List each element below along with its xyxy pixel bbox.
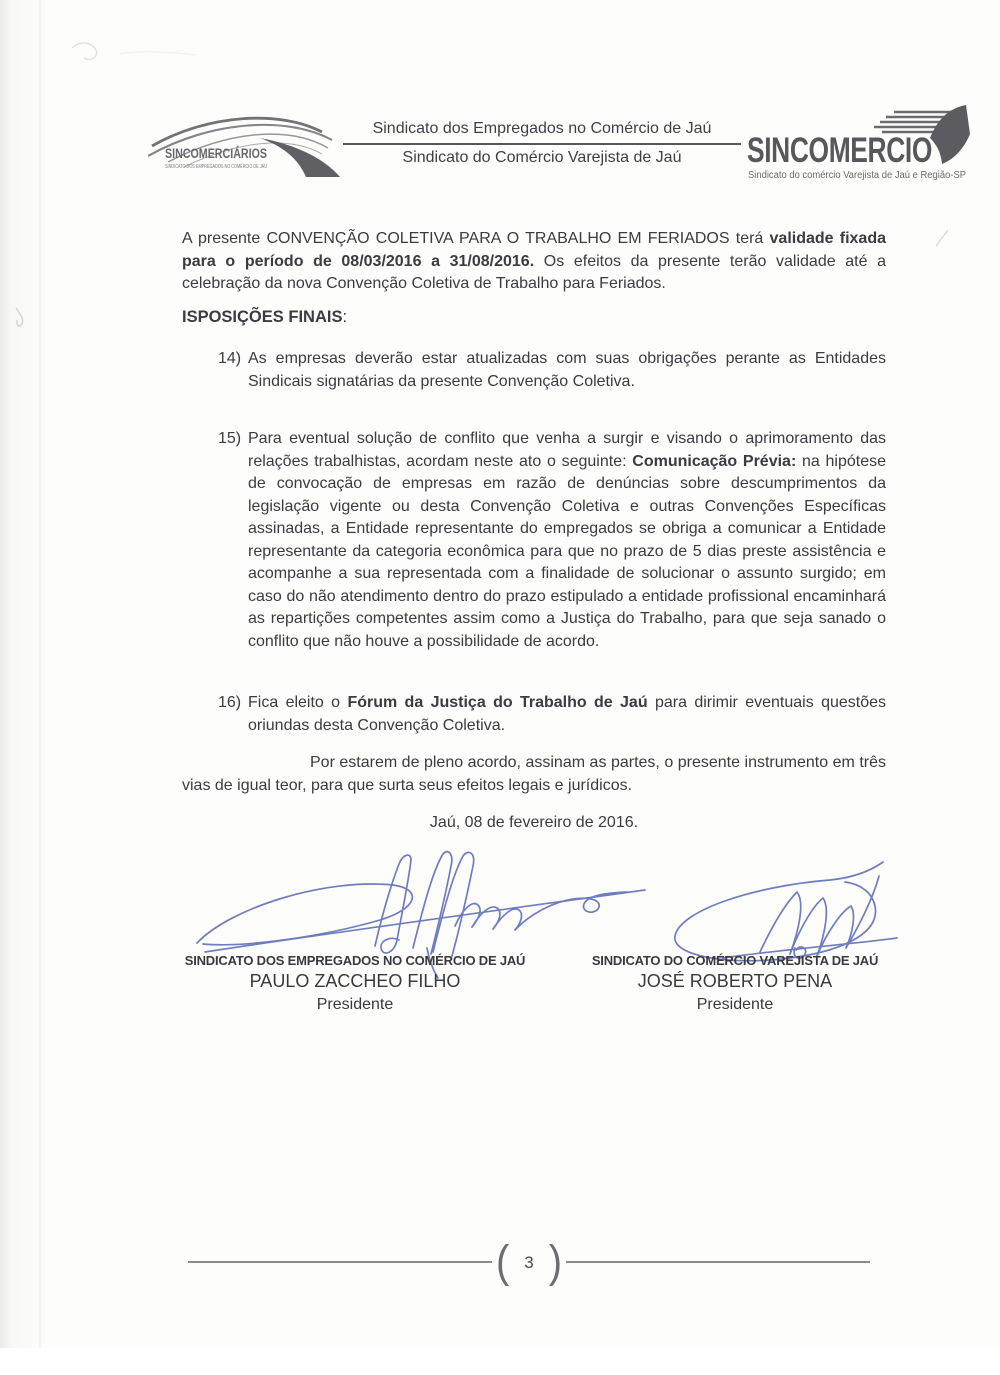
intro-paragraph [182, 228, 886, 296]
header-entity-1: Sindicato dos Empregados no Comércio de Jaú [372, 120, 712, 137]
item-run-bold: Comunicação Prévia: [632, 452, 797, 470]
item-number: 16) [218, 694, 242, 711]
section-heading [182, 308, 347, 327]
logo-flag-figure [930, 105, 970, 164]
left-logo-subtitle: SINDICATO DOS EMPREGADOS NO COMÉRCIO DE JAU [165, 164, 299, 170]
closing-paragraph: Por estarem de pleno acordo, assinam as partes, o presente instrumento em três vias de igual teor, para que surta seus efeitos legais e jurídicos. [182, 754, 886, 794]
footer-rule-left [188, 1261, 492, 1263]
date-line: Jaú, 08 de fevereiro de 2016. [429, 814, 639, 831]
scan-bottom-band [0, 1348, 1000, 1375]
footer-rule-right [566, 1261, 870, 1263]
section-heading-colon: : [342, 308, 348, 326]
signature-entity: SINDICATO DO COMÉRCIO VAREJISTA DE JAÚ [591, 953, 879, 968]
sincomercio-logo [742, 104, 972, 186]
item-text [248, 692, 886, 737]
list-item-14 [218, 348, 886, 393]
header-center [340, 120, 744, 167]
item-run: na hipótese de convocação de empresas em razão de denúncias sobre descumprimentos da legislação vigente ou desta Convenção Coletiva e outras Convenções Específicas assinadas, a Entidade representante do empregados se obriga a comunicar a Entidade representante da categoria econômica para que no prazo de 5 dias preste assistência e acompanhe a sua representada com a finalidade de solucionar o assunto surgido; em caso do não atendimento dentro do prazo estipulado a entidade profissional encaminhará as repartições competentes assim como a Justiça do Trabalho, para que seja sanado o conflito que não houve a possibilidade de acordo. [248, 452, 887, 650]
header-divider-line [343, 143, 741, 145]
page-number: 3 [524, 1253, 534, 1272]
header-entity-2: Sindicato do Comércio Varejista de Jaú [402, 149, 682, 166]
intro-run-bold: validade fixada para o período de 08/03/2016 a 31/08/2016. [182, 230, 887, 270]
item-run: para dirimir eventuais questões oriundas desta Convenção Coletiva. [248, 694, 887, 734]
item-number: 15) [218, 430, 242, 447]
item-text [248, 428, 886, 653]
item-run: As empresas deverão estar atualizadas com suas obrigações perante as Entidades Sindicais signatárias da presente Convenção Coletiva. [248, 350, 886, 390]
signature-name: JOSÉ ROBERTO PENA [637, 971, 833, 991]
logo-sail-shape [260, 138, 340, 177]
page-number-wrap [495, 1237, 563, 1287]
list-item-15 [218, 428, 886, 653]
intro-run-1: A presente CONVENÇÃO COLETIVA PARA O TRABALHO EM FERIADOS terá [182, 230, 770, 247]
item-run: Fica eleito o [248, 694, 348, 711]
list-item-16 [218, 692, 886, 737]
sincomerciarios-logo [148, 106, 358, 190]
section-heading-bold: ISPOSIÇÕES FINAIS [182, 308, 343, 326]
right-logo-title: SINCOMERCIO [747, 131, 932, 170]
signature-name: PAULO ZACCHEO FILHO [249, 971, 461, 991]
item-number: 14) [218, 350, 242, 367]
signature-role: Presidente [316, 996, 394, 1013]
page-footer [188, 1237, 870, 1287]
item-run-bold: Fórum da Justiça do Trabalho de Jaú [347, 694, 648, 711]
signature-role: Presidente [696, 996, 774, 1013]
left-logo-title: SINCOMERCIÁRIOS [165, 146, 267, 161]
page-number-close-paren: ) [548, 1237, 563, 1287]
page-number-open-paren: ( [495, 1237, 510, 1287]
signature-block-retail-union [535, 953, 935, 1014]
scan-left-edge-shading [0, 0, 46, 1348]
signature-entity: SINDICATO DOS EMPREGADOS NO COMÉRCIO DE JAÚ [184, 953, 526, 968]
item-run: Para eventual solução de conflito que venha a surgir e visando o aprimoramento das relações trabalhistas, acordam neste ato o seguinte: [248, 430, 886, 470]
right-logo-subtitle: Sindicato do comércio Varejista de Jaú e Região-SP [748, 170, 967, 181]
intro-run-2: Os efeitos da presente terão validade até a celebração da nova Convenção Coletiva de Trabalho para Feriados. [182, 252, 887, 292]
signature-block-employees-union [155, 953, 555, 1014]
item-text [248, 348, 886, 393]
